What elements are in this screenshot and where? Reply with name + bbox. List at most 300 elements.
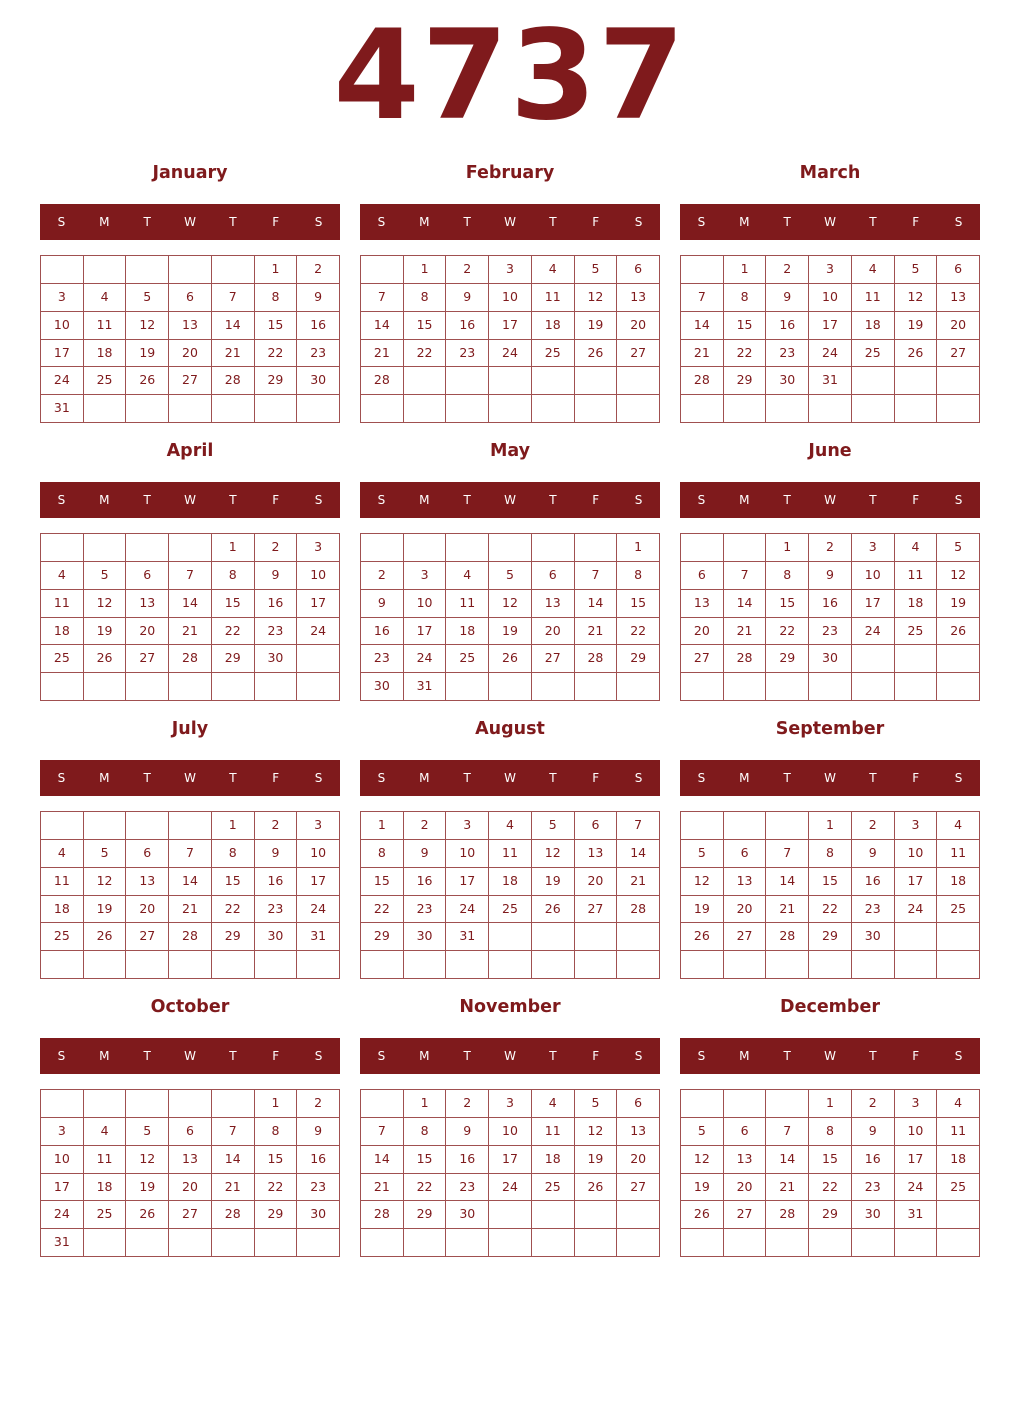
day-cell[interactable]: 9 [361,590,404,618]
day-cell[interactable]: 21 [169,618,212,646]
day-cell[interactable]: 16 [766,312,809,340]
day-cell[interactable]: 20 [575,868,618,896]
day-cell[interactable]: 29 [724,367,767,395]
day-cell[interactable]: 20 [617,1146,660,1174]
day-cell[interactable]: 17 [895,868,938,896]
day-cell[interactable]: 25 [84,1201,127,1229]
day-cell[interactable]: 26 [126,1201,169,1229]
day-cell[interactable]: 21 [766,896,809,924]
day-cell[interactable]: 9 [852,840,895,868]
day-cell[interactable]: 15 [809,1146,852,1174]
day-cell[interactable]: 25 [446,645,489,673]
day-cell[interactable]: 4 [41,840,84,868]
day-cell[interactable]: 21 [575,618,618,646]
day-cell[interactable]: 23 [852,896,895,924]
day-cell[interactable]: 25 [895,618,938,646]
day-cell[interactable]: 2 [297,1090,340,1118]
day-cell[interactable]: 11 [489,840,532,868]
day-cell[interactable]: 11 [532,284,575,312]
day-cell[interactable]: 16 [446,312,489,340]
day-cell[interactable]: 24 [404,645,447,673]
day-cell[interactable]: 9 [297,1118,340,1146]
day-cell[interactable]: 14 [169,590,212,618]
day-cell[interactable]: 16 [809,590,852,618]
day-cell[interactable]: 17 [41,340,84,368]
day-cell[interactable]: 1 [404,256,447,284]
day-cell[interactable]: 25 [532,1174,575,1202]
day-cell[interactable]: 23 [852,1174,895,1202]
day-cell[interactable]: 12 [126,1146,169,1174]
day-cell[interactable]: 31 [41,1229,84,1257]
day-cell[interactable]: 7 [766,840,809,868]
day-cell[interactable]: 29 [255,1201,298,1229]
day-cell[interactable]: 17 [297,590,340,618]
day-cell[interactable]: 23 [361,645,404,673]
day-cell[interactable]: 13 [937,284,980,312]
day-cell[interactable]: 18 [532,1146,575,1174]
day-cell[interactable]: 3 [489,1090,532,1118]
day-cell[interactable]: 23 [404,896,447,924]
day-cell[interactable]: 9 [404,840,447,868]
day-cell[interactable]: 7 [212,284,255,312]
day-cell[interactable]: 27 [532,645,575,673]
day-cell[interactable]: 6 [724,1118,767,1146]
day-cell[interactable]: 19 [681,896,724,924]
day-cell[interactable]: 7 [361,284,404,312]
day-cell[interactable]: 12 [489,590,532,618]
day-cell[interactable]: 2 [361,562,404,590]
day-cell[interactable]: 28 [212,367,255,395]
day-cell[interactable]: 21 [617,868,660,896]
day-cell[interactable]: 28 [617,896,660,924]
day-cell[interactable]: 12 [681,1146,724,1174]
day-cell[interactable]: 17 [404,618,447,646]
day-cell[interactable]: 8 [809,840,852,868]
day-cell[interactable]: 20 [681,618,724,646]
day-cell[interactable]: 18 [84,1174,127,1202]
day-cell[interactable]: 7 [212,1118,255,1146]
day-cell[interactable]: 14 [766,868,809,896]
day-cell[interactable]: 23 [809,618,852,646]
day-cell[interactable]: 12 [575,284,618,312]
day-cell[interactable]: 7 [169,840,212,868]
day-cell[interactable]: 20 [126,896,169,924]
day-cell[interactable]: 12 [681,868,724,896]
day-cell[interactable]: 6 [575,812,618,840]
day-cell[interactable]: 26 [895,340,938,368]
day-cell[interactable]: 26 [575,1174,618,1202]
day-cell[interactable]: 12 [937,562,980,590]
day-cell[interactable]: 4 [41,562,84,590]
day-cell[interactable]: 10 [895,1118,938,1146]
day-cell[interactable]: 4 [532,256,575,284]
day-cell[interactable]: 13 [126,868,169,896]
day-cell[interactable]: 4 [489,812,532,840]
day-cell[interactable]: 18 [937,868,980,896]
day-cell[interactable]: 8 [361,840,404,868]
day-cell[interactable]: 21 [212,340,255,368]
day-cell[interactable]: 11 [895,562,938,590]
day-cell[interactable]: 26 [489,645,532,673]
day-cell[interactable]: 29 [361,923,404,951]
day-cell[interactable]: 25 [489,896,532,924]
day-cell[interactable]: 9 [255,840,298,868]
day-cell[interactable]: 1 [809,1090,852,1118]
day-cell[interactable]: 26 [937,618,980,646]
day-cell[interactable]: 6 [681,562,724,590]
day-cell[interactable]: 27 [126,645,169,673]
day-cell[interactable]: 10 [809,284,852,312]
day-cell[interactable]: 27 [169,367,212,395]
day-cell[interactable]: 4 [895,534,938,562]
day-cell[interactable]: 7 [724,562,767,590]
day-cell[interactable]: 7 [766,1118,809,1146]
day-cell[interactable]: 5 [84,840,127,868]
day-cell[interactable]: 25 [41,923,84,951]
day-cell[interactable]: 1 [212,534,255,562]
day-cell[interactable]: 11 [84,312,127,340]
day-cell[interactable]: 2 [446,1090,489,1118]
day-cell[interactable]: 31 [446,923,489,951]
day-cell[interactable]: 31 [809,367,852,395]
day-cell[interactable]: 3 [297,812,340,840]
day-cell[interactable]: 29 [809,1201,852,1229]
day-cell[interactable]: 16 [297,1146,340,1174]
day-cell[interactable]: 1 [617,534,660,562]
day-cell[interactable]: 23 [766,340,809,368]
day-cell[interactable]: 27 [169,1201,212,1229]
day-cell[interactable]: 19 [489,618,532,646]
day-cell[interactable]: 8 [255,1118,298,1146]
day-cell[interactable]: 8 [212,840,255,868]
day-cell[interactable]: 15 [766,590,809,618]
day-cell[interactable]: 19 [84,896,127,924]
day-cell[interactable]: 17 [41,1174,84,1202]
day-cell[interactable]: 15 [212,590,255,618]
day-cell[interactable]: 28 [766,923,809,951]
day-cell[interactable]: 8 [404,1118,447,1146]
day-cell[interactable]: 8 [404,284,447,312]
day-cell[interactable]: 15 [617,590,660,618]
day-cell[interactable]: 15 [404,1146,447,1174]
day-cell[interactable]: 16 [852,868,895,896]
day-cell[interactable]: 10 [446,840,489,868]
day-cell[interactable]: 27 [724,1201,767,1229]
day-cell[interactable]: 15 [212,868,255,896]
day-cell[interactable]: 9 [809,562,852,590]
day-cell[interactable]: 30 [361,673,404,701]
day-cell[interactable]: 6 [937,256,980,284]
day-cell[interactable]: 12 [84,868,127,896]
day-cell[interactable]: 23 [446,1174,489,1202]
day-cell[interactable]: 11 [937,1118,980,1146]
day-cell[interactable]: 19 [84,618,127,646]
day-cell[interactable]: 28 [361,1201,404,1229]
day-cell[interactable]: 28 [169,923,212,951]
day-cell[interactable]: 13 [724,868,767,896]
day-cell[interactable]: 1 [809,812,852,840]
day-cell[interactable]: 10 [895,840,938,868]
day-cell[interactable]: 25 [852,340,895,368]
day-cell[interactable]: 5 [126,1118,169,1146]
day-cell[interactable]: 22 [361,896,404,924]
day-cell[interactable]: 29 [766,645,809,673]
day-cell[interactable]: 24 [895,896,938,924]
day-cell[interactable]: 16 [446,1146,489,1174]
day-cell[interactable]: 5 [84,562,127,590]
day-cell[interactable]: 6 [126,562,169,590]
day-cell[interactable]: 28 [724,645,767,673]
day-cell[interactable]: 18 [852,312,895,340]
day-cell[interactable]: 1 [255,256,298,284]
day-cell[interactable]: 3 [489,256,532,284]
day-cell[interactable]: 11 [84,1146,127,1174]
day-cell[interactable]: 8 [724,284,767,312]
day-cell[interactable]: 30 [809,645,852,673]
day-cell[interactable]: 24 [297,618,340,646]
day-cell[interactable]: 7 [575,562,618,590]
day-cell[interactable]: 23 [446,340,489,368]
day-cell[interactable]: 10 [297,562,340,590]
day-cell[interactable]: 13 [617,284,660,312]
day-cell[interactable]: 30 [852,923,895,951]
day-cell[interactable]: 28 [361,367,404,395]
day-cell[interactable]: 8 [255,284,298,312]
day-cell[interactable]: 17 [895,1146,938,1174]
day-cell[interactable]: 24 [809,340,852,368]
day-cell[interactable]: 4 [852,256,895,284]
day-cell[interactable]: 20 [532,618,575,646]
day-cell[interactable]: 8 [212,562,255,590]
day-cell[interactable]: 7 [169,562,212,590]
day-cell[interactable]: 26 [84,923,127,951]
day-cell[interactable]: 18 [895,590,938,618]
day-cell[interactable]: 4 [84,284,127,312]
day-cell[interactable]: 29 [404,1201,447,1229]
day-cell[interactable]: 6 [126,840,169,868]
day-cell[interactable]: 6 [724,840,767,868]
day-cell[interactable]: 5 [575,1090,618,1118]
day-cell[interactable]: 25 [84,367,127,395]
day-cell[interactable]: 10 [297,840,340,868]
day-cell[interactable]: 2 [404,812,447,840]
day-cell[interactable]: 28 [169,645,212,673]
day-cell[interactable]: 14 [681,312,724,340]
day-cell[interactable]: 16 [852,1146,895,1174]
day-cell[interactable]: 30 [852,1201,895,1229]
day-cell[interactable]: 17 [489,312,532,340]
day-cell[interactable]: 4 [84,1118,127,1146]
day-cell[interactable]: 16 [361,618,404,646]
day-cell[interactable]: 1 [404,1090,447,1118]
day-cell[interactable]: 22 [809,1174,852,1202]
day-cell[interactable]: 5 [895,256,938,284]
day-cell[interactable]: 30 [766,367,809,395]
day-cell[interactable]: 5 [681,1118,724,1146]
day-cell[interactable]: 24 [297,896,340,924]
day-cell[interactable]: 25 [532,340,575,368]
day-cell[interactable]: 5 [937,534,980,562]
day-cell[interactable]: 29 [809,923,852,951]
day-cell[interactable]: 5 [126,284,169,312]
day-cell[interactable]: 5 [532,812,575,840]
day-cell[interactable]: 6 [169,284,212,312]
day-cell[interactable]: 11 [852,284,895,312]
day-cell[interactable]: 12 [895,284,938,312]
day-cell[interactable]: 2 [809,534,852,562]
day-cell[interactable]: 23 [255,618,298,646]
day-cell[interactable]: 19 [575,1146,618,1174]
day-cell[interactable]: 9 [852,1118,895,1146]
day-cell[interactable]: 7 [681,284,724,312]
day-cell[interactable]: 10 [41,1146,84,1174]
day-cell[interactable]: 21 [766,1174,809,1202]
day-cell[interactable]: 20 [617,312,660,340]
day-cell[interactable]: 6 [617,1090,660,1118]
day-cell[interactable]: 10 [404,590,447,618]
day-cell[interactable]: 9 [766,284,809,312]
day-cell[interactable]: 28 [575,645,618,673]
day-cell[interactable]: 16 [404,868,447,896]
day-cell[interactable]: 16 [255,590,298,618]
day-cell[interactable]: 14 [169,868,212,896]
day-cell[interactable]: 11 [937,840,980,868]
day-cell[interactable]: 21 [724,618,767,646]
day-cell[interactable]: 24 [489,1174,532,1202]
day-cell[interactable]: 24 [41,1201,84,1229]
day-cell[interactable]: 8 [617,562,660,590]
day-cell[interactable]: 24 [852,618,895,646]
day-cell[interactable]: 23 [297,340,340,368]
day-cell[interactable]: 22 [404,1174,447,1202]
day-cell[interactable]: 7 [361,1118,404,1146]
day-cell[interactable]: 18 [84,340,127,368]
day-cell[interactable]: 2 [297,256,340,284]
day-cell[interactable]: 2 [766,256,809,284]
day-cell[interactable]: 1 [766,534,809,562]
day-cell[interactable]: 16 [255,868,298,896]
day-cell[interactable]: 19 [937,590,980,618]
day-cell[interactable]: 15 [404,312,447,340]
day-cell[interactable]: 17 [852,590,895,618]
day-cell[interactable]: 31 [404,673,447,701]
day-cell[interactable]: 20 [724,1174,767,1202]
day-cell[interactable]: 22 [404,340,447,368]
day-cell[interactable]: 27 [937,340,980,368]
day-cell[interactable]: 24 [489,340,532,368]
day-cell[interactable]: 9 [446,284,489,312]
day-cell[interactable]: 19 [126,340,169,368]
day-cell[interactable]: 17 [446,868,489,896]
day-cell[interactable]: 18 [446,618,489,646]
day-cell[interactable]: 14 [617,840,660,868]
day-cell[interactable]: 22 [809,896,852,924]
day-cell[interactable]: 11 [41,868,84,896]
day-cell[interactable]: 17 [809,312,852,340]
day-cell[interactable]: 13 [575,840,618,868]
day-cell[interactable]: 1 [724,256,767,284]
day-cell[interactable]: 29 [212,645,255,673]
day-cell[interactable]: 2 [852,1090,895,1118]
day-cell[interactable]: 17 [489,1146,532,1174]
day-cell[interactable]: 13 [169,312,212,340]
day-cell[interactable]: 15 [809,868,852,896]
day-cell[interactable]: 2 [255,534,298,562]
day-cell[interactable]: 29 [617,645,660,673]
day-cell[interactable]: 6 [617,256,660,284]
day-cell[interactable]: 18 [532,312,575,340]
day-cell[interactable]: 13 [532,590,575,618]
day-cell[interactable]: 11 [446,590,489,618]
day-cell[interactable]: 3 [446,812,489,840]
day-cell[interactable]: 6 [532,562,575,590]
day-cell[interactable]: 13 [617,1118,660,1146]
day-cell[interactable]: 26 [681,923,724,951]
day-cell[interactable]: 21 [361,340,404,368]
day-cell[interactable]: 18 [41,896,84,924]
day-cell[interactable]: 22 [212,896,255,924]
day-cell[interactable]: 22 [617,618,660,646]
day-cell[interactable]: 11 [41,590,84,618]
day-cell[interactable]: 20 [169,1174,212,1202]
day-cell[interactable]: 27 [126,923,169,951]
day-cell[interactable]: 14 [724,590,767,618]
day-cell[interactable]: 19 [532,868,575,896]
day-cell[interactable]: 9 [446,1118,489,1146]
day-cell[interactable]: 15 [255,312,298,340]
day-cell[interactable]: 3 [404,562,447,590]
day-cell[interactable]: 12 [126,312,169,340]
day-cell[interactable]: 9 [255,562,298,590]
day-cell[interactable]: 26 [532,896,575,924]
day-cell[interactable]: 16 [297,312,340,340]
day-cell[interactable]: 27 [575,896,618,924]
day-cell[interactable]: 14 [361,312,404,340]
day-cell[interactable]: 3 [41,284,84,312]
day-cell[interactable]: 1 [255,1090,298,1118]
day-cell[interactable]: 2 [852,812,895,840]
day-cell[interactable]: 26 [575,340,618,368]
day-cell[interactable]: 30 [404,923,447,951]
day-cell[interactable]: 3 [41,1118,84,1146]
day-cell[interactable]: 30 [297,367,340,395]
day-cell[interactable]: 18 [41,618,84,646]
day-cell[interactable]: 15 [361,868,404,896]
day-cell[interactable]: 3 [895,812,938,840]
day-cell[interactable]: 30 [446,1201,489,1229]
day-cell[interactable]: 23 [255,896,298,924]
day-cell[interactable]: 27 [617,1174,660,1202]
day-cell[interactable]: 10 [41,312,84,340]
day-cell[interactable]: 14 [212,1146,255,1174]
day-cell[interactable]: 14 [766,1146,809,1174]
day-cell[interactable]: 22 [766,618,809,646]
day-cell[interactable]: 6 [169,1118,212,1146]
day-cell[interactable]: 4 [532,1090,575,1118]
day-cell[interactable]: 27 [724,923,767,951]
day-cell[interactable]: 22 [724,340,767,368]
day-cell[interactable]: 29 [255,367,298,395]
day-cell[interactable]: 22 [255,340,298,368]
day-cell[interactable]: 30 [255,645,298,673]
day-cell[interactable]: 31 [41,395,84,423]
day-cell[interactable]: 15 [724,312,767,340]
day-cell[interactable]: 7 [617,812,660,840]
day-cell[interactable]: 14 [212,312,255,340]
day-cell[interactable]: 10 [489,284,532,312]
day-cell[interactable]: 24 [41,367,84,395]
day-cell[interactable]: 30 [255,923,298,951]
